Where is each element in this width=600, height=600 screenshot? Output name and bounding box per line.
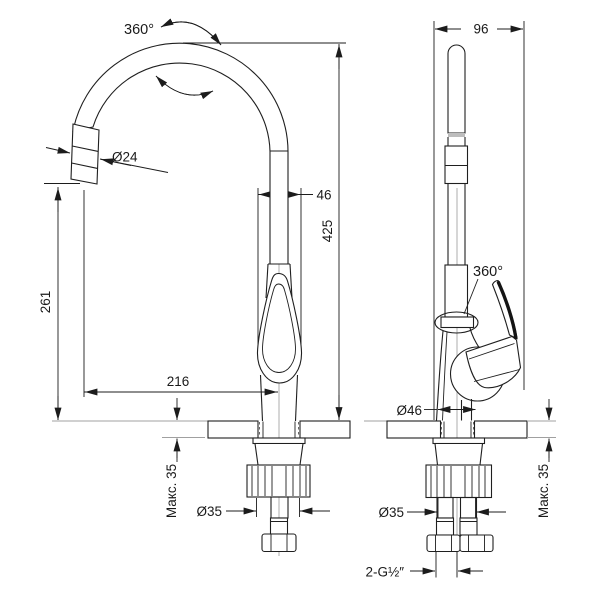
spout-gooseneck [73, 43, 288, 264]
shank-diameter-label-front: Ø35 [378, 505, 404, 520]
base-diameter-label: Ø46 [396, 403, 422, 418]
dim-base-diameter [396, 403, 475, 418]
supply-hose-side [271, 497, 288, 518]
spout-aerator [71, 124, 99, 184]
shank-diameter-label-side: Ø35 [196, 504, 222, 519]
mounting-nut-front [426, 465, 492, 498]
spout-swivel-label: 360° [124, 22, 154, 38]
mounting-hardware-side [247, 438, 310, 552]
dim-deck-thickness-side [164, 398, 179, 518]
hex-nut-side [262, 534, 296, 552]
tube-joint-band [448, 133, 465, 137]
spout-reach-label: 216 [166, 374, 190, 389]
dim-spout-height [38, 184, 80, 421]
handle-swivel-label: 360° [473, 264, 503, 280]
mounting-hardware-front [426, 438, 493, 552]
countertop-side [52, 421, 350, 438]
dim-spout-reach [84, 190, 278, 397]
dim-shank-diameter-front [378, 498, 506, 520]
dim-aerator-diameter [46, 148, 168, 173]
handle-teardrop [257, 274, 301, 384]
front-view [364, 21, 556, 580]
hose-thread-label: 2-G½″ [365, 564, 404, 580]
dim-deck-thickness-front [536, 399, 551, 518]
dim-hose-thread [365, 552, 483, 580]
supply-hose-right-front [461, 498, 477, 519]
spout-tube-front [441, 45, 474, 328]
side-view [38, 22, 350, 556]
countertop-front [364, 421, 556, 438]
body-width-label: 96 [473, 21, 489, 37]
spout-height-label: 261 [38, 290, 53, 314]
mounting-nut-side [247, 465, 310, 497]
aerator-diameter-label: Ø24 [112, 149, 138, 165]
column-width-label: 46 [316, 187, 332, 203]
hex-nuts-front [427, 535, 493, 552]
deck-thickness-label-front: Макс. 35 [536, 463, 551, 519]
dim-shank-diameter-side [196, 498, 330, 519]
handle-front [466, 281, 521, 388]
deck-thickness-label-side: Макс. 35 [164, 463, 179, 519]
supply-hose-left-front [437, 498, 453, 519]
overall-height-label: 425 [320, 219, 335, 243]
